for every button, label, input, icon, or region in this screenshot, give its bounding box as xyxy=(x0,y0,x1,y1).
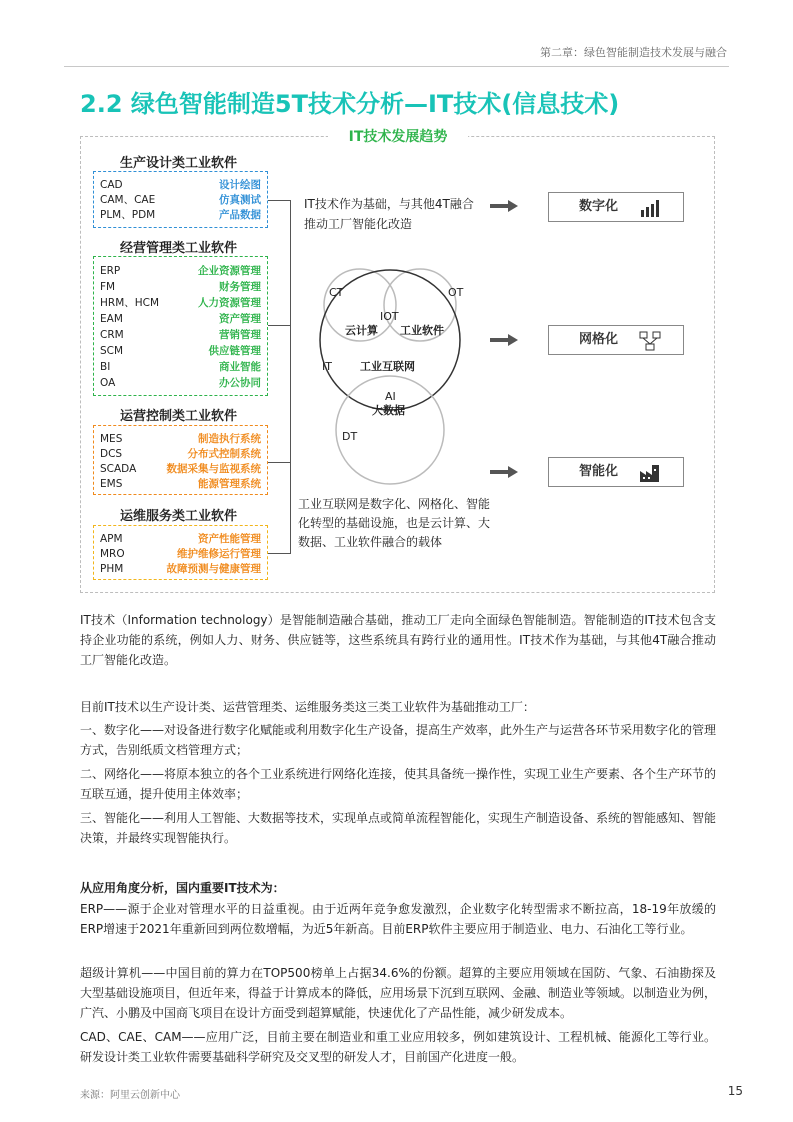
venn-diagram xyxy=(300,250,500,490)
software-abbr: EAM xyxy=(100,313,123,325)
software-abbr: SCM xyxy=(100,345,124,357)
header-divider xyxy=(64,66,729,67)
software-desc: 能源管理系统 xyxy=(198,478,261,490)
software-abbr: PLM、PDM xyxy=(100,209,156,221)
connector-line xyxy=(268,553,290,554)
software-desc: 制造执行系统 xyxy=(198,433,261,445)
venn-label-industrial-internet: 工业互联网 xyxy=(360,360,415,373)
software-abbr: CRM xyxy=(100,329,124,341)
software-desc: 财务管理 xyxy=(219,281,261,293)
output-grid xyxy=(548,325,684,355)
list-item xyxy=(100,446,261,462)
paragraph: 超级计算机——中国目前的算力在TOP500榜单上占据34.6%的份额。超算的主要应用领域在国防、气象、石油勘探及大型基础设施项目，但近年来，得益于计算成本的降低，应用场景下沉到互联网、金融、制造业等领域。以制造业为例，广汽、小鹏及中国商飞项目在设计方面受到超算赋能，快速优化了产品性能，减少研发成本。 xyxy=(80,966,717,1020)
venn-label-ct: CT xyxy=(329,286,344,299)
list-item xyxy=(100,476,261,492)
output-label: 智能化 xyxy=(579,464,619,479)
software-desc: 办公协同 xyxy=(219,377,261,389)
list-item xyxy=(100,431,261,447)
software-abbr: EMS xyxy=(100,478,123,490)
software-desc: 供应链管理 xyxy=(208,345,261,357)
paragraph-heading: 从应用角度分析，国内重要IT技术为： xyxy=(80,881,285,895)
factory-icon xyxy=(639,463,661,483)
network-icon xyxy=(639,331,661,351)
venn-label-ai: AI xyxy=(385,390,396,403)
list-item xyxy=(100,279,261,295)
group-title-om-service: 运维服务类工业软件 xyxy=(120,509,238,524)
list-item xyxy=(100,375,261,391)
software-desc: 仿真测试 xyxy=(219,194,261,206)
software-abbr: OA xyxy=(100,377,116,389)
venn-label-big-data: 大数据 xyxy=(372,404,405,417)
software-desc: 人力资源管理 xyxy=(198,297,261,309)
group-box-operation-control xyxy=(93,425,268,495)
bottom-note: 工业互联网是数字化、网格化、智能化转型的基础设施，也是云计算、大数据、工业软件融合的载体 xyxy=(298,497,491,549)
software-abbr: FM xyxy=(100,281,116,293)
connector-line xyxy=(268,325,290,326)
software-desc: 数据采集与监视系统 xyxy=(166,463,261,475)
software-desc: 维护维修运行管理 xyxy=(177,548,261,560)
software-abbr: SCADA xyxy=(100,463,137,475)
connector-line xyxy=(290,200,291,554)
paragraph: CAD、CAE、CAM——应用广泛，目前主要在制造业和重工业应用较多，例如建筑设计、工程机械、能源化工等行业。研发设计类工业软件需要基础科学研究及交叉型的研发人才，目前国产化进度一般。 xyxy=(80,1030,716,1064)
software-abbr: PHM xyxy=(100,563,124,575)
list-item xyxy=(100,207,261,223)
group-title-operation-control: 运营控制类工业软件 xyxy=(120,409,238,424)
software-desc: 资产管理 xyxy=(219,313,261,325)
group-title-production-design: 生产设计类工业软件 xyxy=(120,156,238,171)
group-box-business-management xyxy=(93,256,268,396)
paragraph: 二、网络化——将原本独立的各个工业系统进行网络化连接，使其具备统一操作性，实现工业生产要素、各个生产环节的互联互通，提升使用主体效率； xyxy=(80,767,717,801)
software-abbr: MRO xyxy=(100,548,125,560)
connector-line xyxy=(268,200,290,201)
bar-chart-icon xyxy=(639,198,661,218)
output-intelligence xyxy=(548,457,684,487)
list-item xyxy=(100,461,261,477)
connector-line xyxy=(268,462,290,463)
section-title: 2.2 绿色智能制造5T技术分析—IT技术(信息技术) xyxy=(80,90,620,118)
list-item xyxy=(100,561,261,577)
venn-label-it: IT xyxy=(322,360,332,373)
software-abbr: BI xyxy=(100,361,111,373)
group-title-business-management: 经营管理类工业软件 xyxy=(120,241,238,256)
software-abbr: CAM、CAE xyxy=(100,194,156,206)
software-desc: 产品数据 xyxy=(219,209,261,221)
list-item xyxy=(100,192,261,208)
software-desc: 营销管理 xyxy=(219,329,261,341)
list-item xyxy=(100,359,261,375)
group-box-om-service xyxy=(93,525,268,580)
venn-label-ot: OT xyxy=(448,286,464,299)
venn-label-industrial-software: 工业软件 xyxy=(400,324,444,337)
paragraph: 目前IT技术以生产设计类、运营管理类、运维服务类这三类工业软件为基础推动工厂： xyxy=(80,700,535,714)
list-item xyxy=(100,177,261,193)
list-item xyxy=(100,311,261,327)
paragraph: IT技术（Information technology）是智能制造融合基础，推动工厂走向全面绿色智能制造。智能制造的IT技术包含支持企业功能的系统，例如人力、财务、供应链等，这些系统具有跨行业的通用性。IT技术作为基础，与其他4T融合推动工厂智能化改造。 xyxy=(80,613,716,667)
top-note: IT技术作为基础，与其他4T融合推动工厂智能化改造 xyxy=(304,197,474,231)
page-number: 15 xyxy=(727,1084,743,1098)
software-desc: 设计绘图 xyxy=(219,179,261,191)
output-label: 数字化 xyxy=(579,199,619,214)
software-desc: 商业智能 xyxy=(219,361,261,373)
list-item xyxy=(100,295,261,311)
list-item xyxy=(100,343,261,359)
software-abbr: ERP xyxy=(100,265,121,277)
software-desc: 企业资源管理 xyxy=(198,265,261,277)
output-label: 网格化 xyxy=(579,332,619,347)
diagram-title: IT技术发展趋势 xyxy=(328,126,468,146)
software-abbr: APM xyxy=(100,533,123,545)
list-item xyxy=(100,531,261,547)
list-item xyxy=(100,546,261,562)
paragraph: ERP——源于企业对管理水平的日益重视。由于近两年竞争愈发激烈，企业数字化转型需求不断拉高，18-19年放缓的ERP增速于2021年重新回到两位数增幅，为近5年新高。目前ERP软件主要应用于制造业、电力、石油化工等行业。 xyxy=(80,902,716,936)
list-item xyxy=(100,263,261,279)
software-abbr: MES xyxy=(100,433,123,445)
software-abbr: DCS xyxy=(100,448,123,460)
venn-label-cloud: 云计算 xyxy=(345,324,378,337)
chapter-header: 第二章：绿色智能制造技术发展与融合 xyxy=(540,46,727,59)
venn-label-iot: IOT xyxy=(380,310,399,323)
venn-label-dt: DT xyxy=(342,430,358,443)
arrow-icon xyxy=(490,200,518,212)
paragraph: 三、智能化——利用人工智能、大数据等技术，实现单点或简单流程智能化，实现生产制造设备、系统的智能感知、智能决策，并最终实现智能执行。 xyxy=(80,811,717,845)
list-item xyxy=(100,327,261,343)
group-box-production-design xyxy=(93,171,268,228)
software-desc: 故障预测与健康管理 xyxy=(166,563,261,575)
software-abbr: CAD xyxy=(100,179,123,191)
paragraph: 一、数字化——对设备进行数字化赋能或利用数字化生产设备，提高生产效率，此外生产与运营各环节采用数字化的管理方式，告别纸质文档管理方式； xyxy=(80,723,717,757)
footer-source: 来源：阿里云创新中心 xyxy=(80,1090,180,1101)
software-desc: 分布式控制系统 xyxy=(187,448,261,460)
software-desc: 资产性能管理 xyxy=(198,533,261,545)
software-abbr: HRM、HCM xyxy=(100,297,160,309)
output-digitalization xyxy=(548,192,684,222)
